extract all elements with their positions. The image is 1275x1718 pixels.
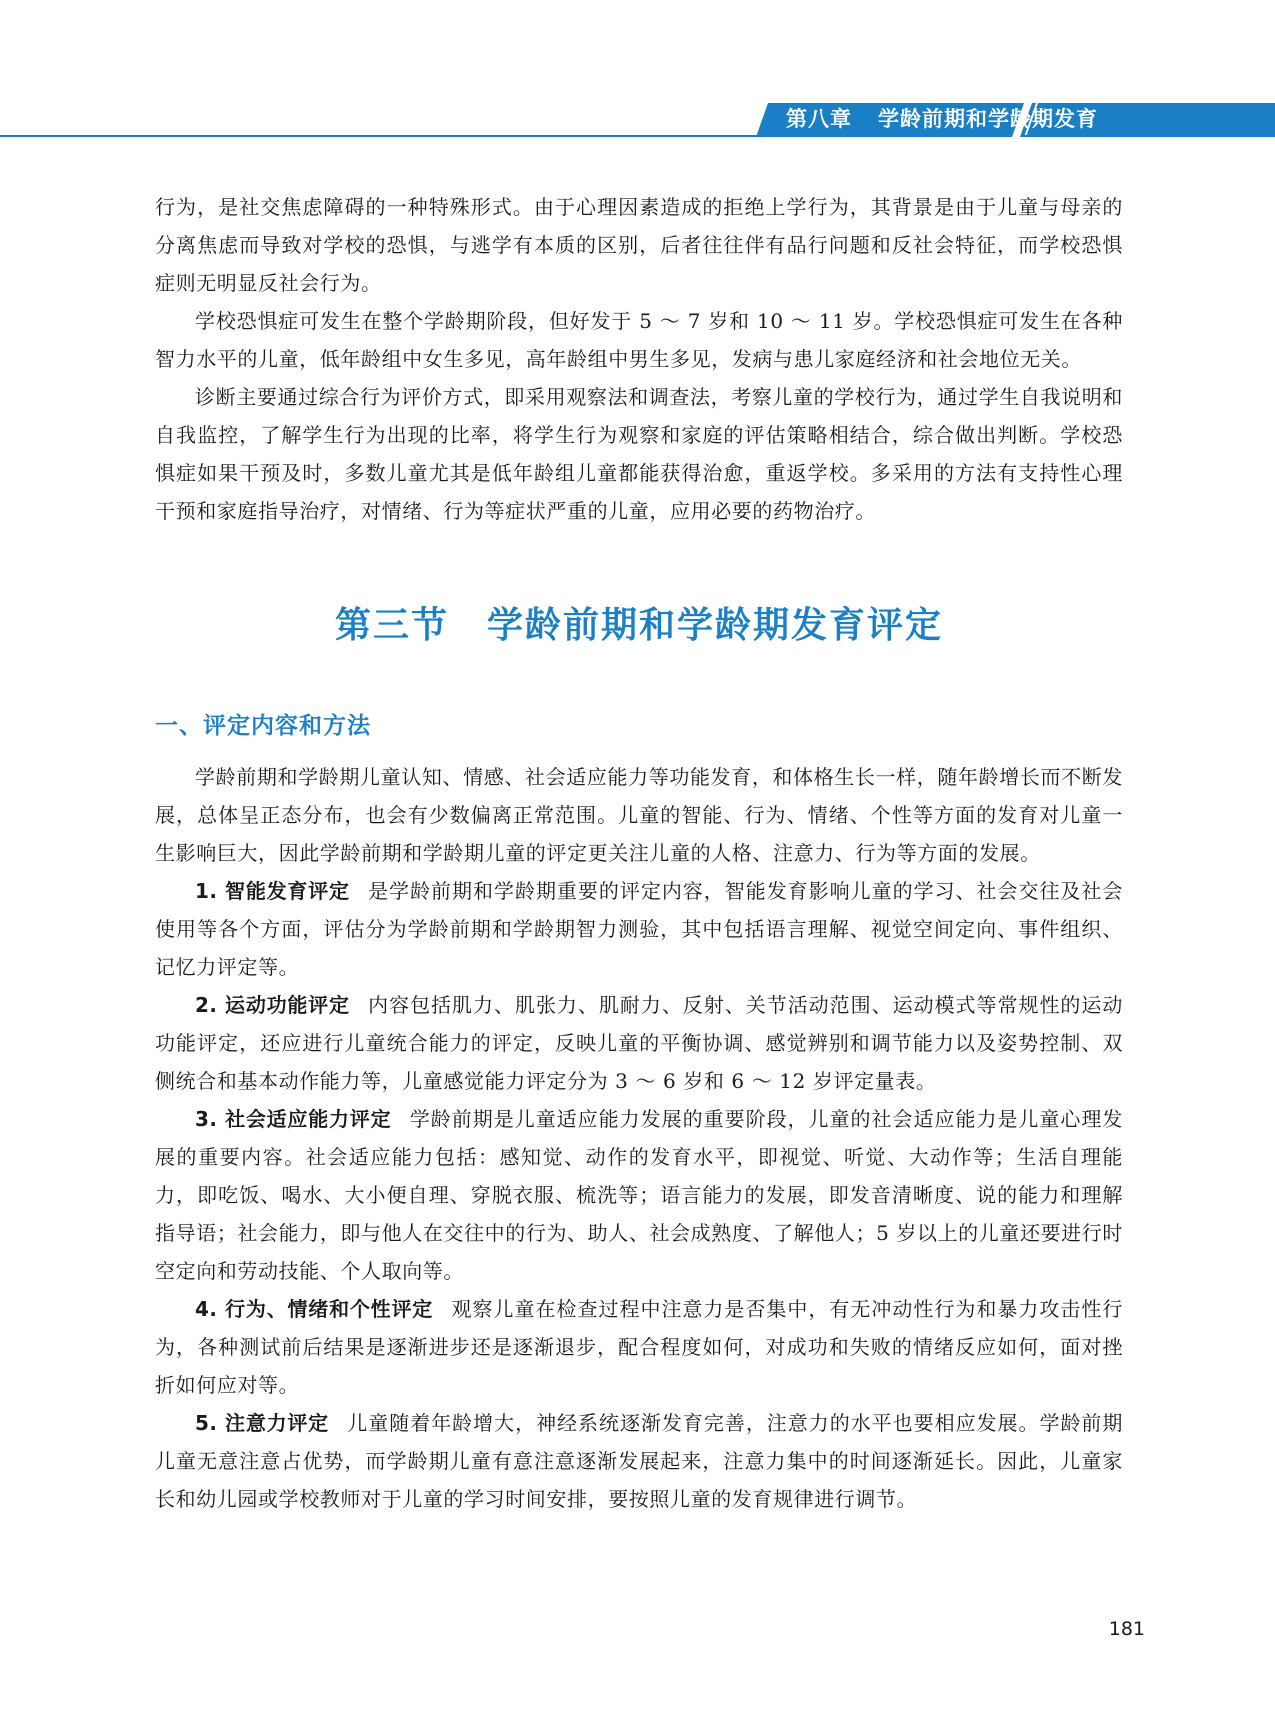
list-item (155, 872, 1123, 986)
list-item (155, 986, 1123, 1100)
page-number: 181 (1108, 1618, 1145, 1640)
item-text: 儿童随着年龄增大，神经系统逐渐发育完善，注意力的水平也要相应发展。学龄前期儿童无意注意占优势，而学龄期儿童有意注意逐渐发展起来，注意力集中的时间逐渐延长。因此，儿童家长和幼儿园或学校教师对于儿童的学习时间安排，要按照儿童的发育规律进行调节。 (155, 1411, 1123, 1511)
item-text: 内容包括肌力、肌张力、肌耐力、反射、关节活动范围、运动模式等常规性的运动功能评定，还应进行儿童统合能力的评定，反映儿童的平衡协调、感觉辨别和调节能力以及姿势控制、双侧统合和基本动作能力等，儿童感觉能力评定分为 3 ～ 6 岁和 6 ～ 12 岁评定量表。 (155, 993, 1123, 1093)
section-name: 学龄前期和学龄期发育评定 (487, 605, 944, 646)
item-term: 1. 智能发育评定 (195, 879, 350, 903)
page-content (155, 188, 1123, 1518)
list-item (155, 1290, 1123, 1404)
item-term: 2. 运动功能评定 (195, 993, 350, 1017)
item-text: 学龄前期是儿童适应能力发展的重要阶段，儿童的社会适应能力是儿童心理发展的重要内容。社会适应能力包括：感知觉、动作的发育水平，即视觉、听觉、大动作等；生活自理能力，即吃饭、喝水、大小便自理、穿脱衣服、梳洗等；语言能力的发展，即发音清晰度、说的能力和理解指导语；社会能力，即与他人在交往中的行为、助人、社会成熟度、了解他人；5 岁以上的儿童还要进行时空定向和劳动技能、个人取向等。 (155, 1107, 1123, 1283)
subsection-title: 一、评定内容和方法 (155, 713, 371, 739)
item-text: 观察儿童在检查过程中注意力是否集中，有无冲动性行为和暴力攻击性行为，各种测试前后结果是逐渐进步还是逐渐退步，配合程度如何，对成功和失败的情绪反应如何，面对挫折如何应对等。 (155, 1297, 1123, 1397)
list-item (155, 1404, 1123, 1518)
chapter-header (756, 97, 1275, 137)
item-term: 5. 注意力评定 (195, 1411, 329, 1435)
paragraph: 学龄前期和学龄期儿童认知、情感、社会适应能力等功能发育，和体格生长一样，随年龄增长而不断发展，总体呈正态分布，也会有少数偏离正常范围。儿童的智能、行为、情绪、个性等方面的发育对儿童一生影响巨大，因此学龄前期和学龄期儿童的评定更关注儿童的人格、注意力、行为等方面的发展。 (155, 765, 1123, 865)
list-item (155, 1100, 1123, 1290)
item-term: 3. 社会适应能力评定 (195, 1107, 392, 1131)
chapter-name: 学龄前期和学龄期发育 (878, 107, 1098, 131)
paragraph: 行为，是社交焦虑障碍的一种特殊形式。由于心理因素造成的拒绝上学行为，其背景是由于儿童与母亲的分离焦虑而导致对学校的恐惧，与逃学有本质的区别，后者往往伴有品行问题和反社会特征，而学校恐惧症则无明显反社会行为。 (155, 195, 1123, 295)
item-term: 4. 行为、情绪和个性评定 (195, 1297, 434, 1321)
paragraph: 诊断主要通过综合行为评价方式，即采用观察法和调查法，考察儿童的学校行为，通过学生自我说明和自我监控，了解学生行为出现的比率，将学生行为观察和家庭的评估策略相结合，综合做出判断。学校恐惧症如果干预及时，多数儿童尤其是低年龄组儿童都能获得治愈，重返学校。多采用的方法有支持性心理干预和家庭指导治疗，对情绪、行为等症状严重的儿童，应用必要的药物治疗。 (155, 385, 1123, 523)
item-text: 是学龄前期和学龄期重要的评定内容，智能发育影响儿童的学习、社会交往及社会使用等各个方面，评估分为学龄前期和学龄期智力测验，其中包括语言理解、视觉空间定向、事件组织、记忆力评定等。 (155, 879, 1123, 979)
chapter-number: 第八章 (786, 107, 852, 131)
section-title (155, 602, 1123, 650)
section-number: 第三节 (334, 605, 449, 646)
paragraph: 学校恐惧症可发生在整个学龄期阶段，但好发于 5 ～ 7 岁和 10 ～ 11 岁。学校恐惧症可发生在各种智力水平的儿童，低年龄组中女生多见，高年龄组中男生多见，发病与患儿家庭经济和社会地位无关。 (155, 309, 1123, 371)
chapter-title (786, 103, 1098, 135)
